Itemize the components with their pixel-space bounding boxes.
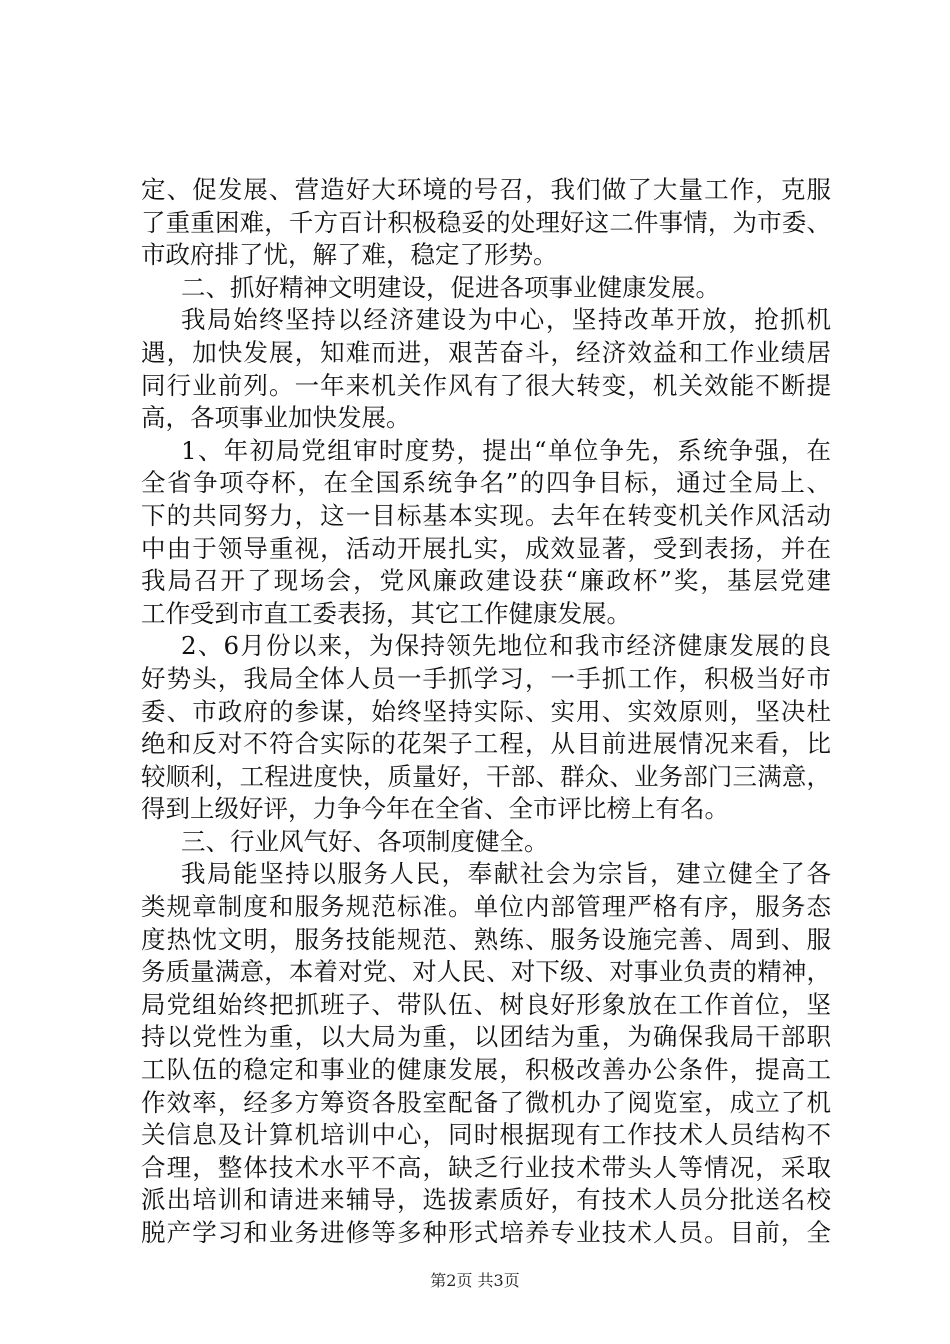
text-line: 度热忱文明，服务技能规范、熟练、服务设施完善、周到、服 <box>141 924 831 954</box>
page-number-footer: 第2页 共3页 <box>430 1271 520 1290</box>
text-line: 合理，整体技术水平不高，缺乏行业技术带头人等情况，采取 <box>141 1152 831 1182</box>
text-line: 关信息及计算机培训中心，同时根据现有工作技术人员结构不 <box>141 1120 831 1150</box>
text-line: 脱产学习和业务进修等多种形式培养专业技术人员。目前，全 <box>141 1218 831 1247</box>
body-text <box>141 174 831 1250</box>
text-line: 派出培训和请进来辅导，选拔素质好，有技术人员分批送名校 <box>141 1185 831 1215</box>
text-line: 局党组始终把抓班子、带队伍、树良好形象放在工作首位，坚 <box>141 989 831 1019</box>
text-line: 下的共同努力，这一目标基本实现。去年在转变机关作风活动 <box>141 500 831 530</box>
text-line: 持以党性为重，以大局为重，以团结为重，为确保我局干部职 <box>141 1022 831 1052</box>
text-line: 工作受到市直工委表扬，其它工作健康发展。 <box>141 598 631 628</box>
text-line: 委、市政府的参谋，始终坚持实际、实用、实效原则，坚决杜 <box>141 696 831 726</box>
text-line: 工队伍的稳定和事业的健康发展，积极改善办公条件，提高工 <box>141 1055 831 1085</box>
text-line: 同行业前列。一年来机关作风有了很大转变，机关效能不断提 <box>141 370 831 400</box>
text-line: 绝和反对不符合实际的花架子工程，从目前进展情况来看，比 <box>141 729 831 759</box>
text-line: 高，各项事业加快发展。 <box>141 403 411 433</box>
text-line: 好势头，我局全体人员一手抓学习，一手抓工作，积极当好市 <box>141 663 831 693</box>
text-line: 我局始终坚持以经济建设为中心，坚持改革开放，抢抓机 <box>181 305 831 335</box>
section-heading: 三、行业风气好、各项制度健全。 <box>181 826 549 856</box>
text-line: 中由于领导重视，活动开展扎实，成效显著，受到表扬，并在 <box>141 533 831 563</box>
text-line: 我局能坚持以服务人民，奉献社会为宗旨，建立健全了各 <box>181 859 831 889</box>
text-line: 1、年初局党组审时度势，提出“单位争先，系统争强，在 <box>181 435 831 465</box>
text-line: 类规章制度和服务规范标准。单位内部管理严格有序，服务态 <box>141 892 831 922</box>
text-line: 定、促发展、营造好大环境的号召，我们做了大量工作，克服 <box>141 175 831 204</box>
text-line: 遇，加快发展，知难而进，艰苦奋斗，经济效益和工作业绩居 <box>141 337 831 367</box>
text-line: 作效率，经多方筹资各股室配备了微机办了阅览室，成立了机 <box>141 1087 831 1117</box>
text-line: 2、6月份以来，为保持领先地位和我市经济健康发展的良 <box>181 631 831 661</box>
text-line: 得到上级好评，力争今年在全省、全市评比榜上有名。 <box>141 794 729 824</box>
text-line: 了重重困难，千方百计积极稳妥的处理好这二件事情，为市委、 <box>141 207 831 237</box>
text-line: 我局召开了现场会，党风廉政建设获“廉政杯”奖，基层党建 <box>141 566 831 596</box>
text-line: 较顺利，工程进度快，质量好，干部、群众、业务部门三满意， <box>141 761 831 791</box>
text-line: 务质量满意，本着对党、对人民、对下级、对事业负责的精神， <box>141 957 831 987</box>
section-heading: 二、抓好精神文明建设，促进各项事业健康发展。 <box>181 272 720 302</box>
text-line: 市政府排了忧，解了难，稳定了形势。 <box>141 240 558 270</box>
text-line: 全省争项夺杯，在全国系统争名”的四争目标，通过全局上、 <box>141 468 831 498</box>
